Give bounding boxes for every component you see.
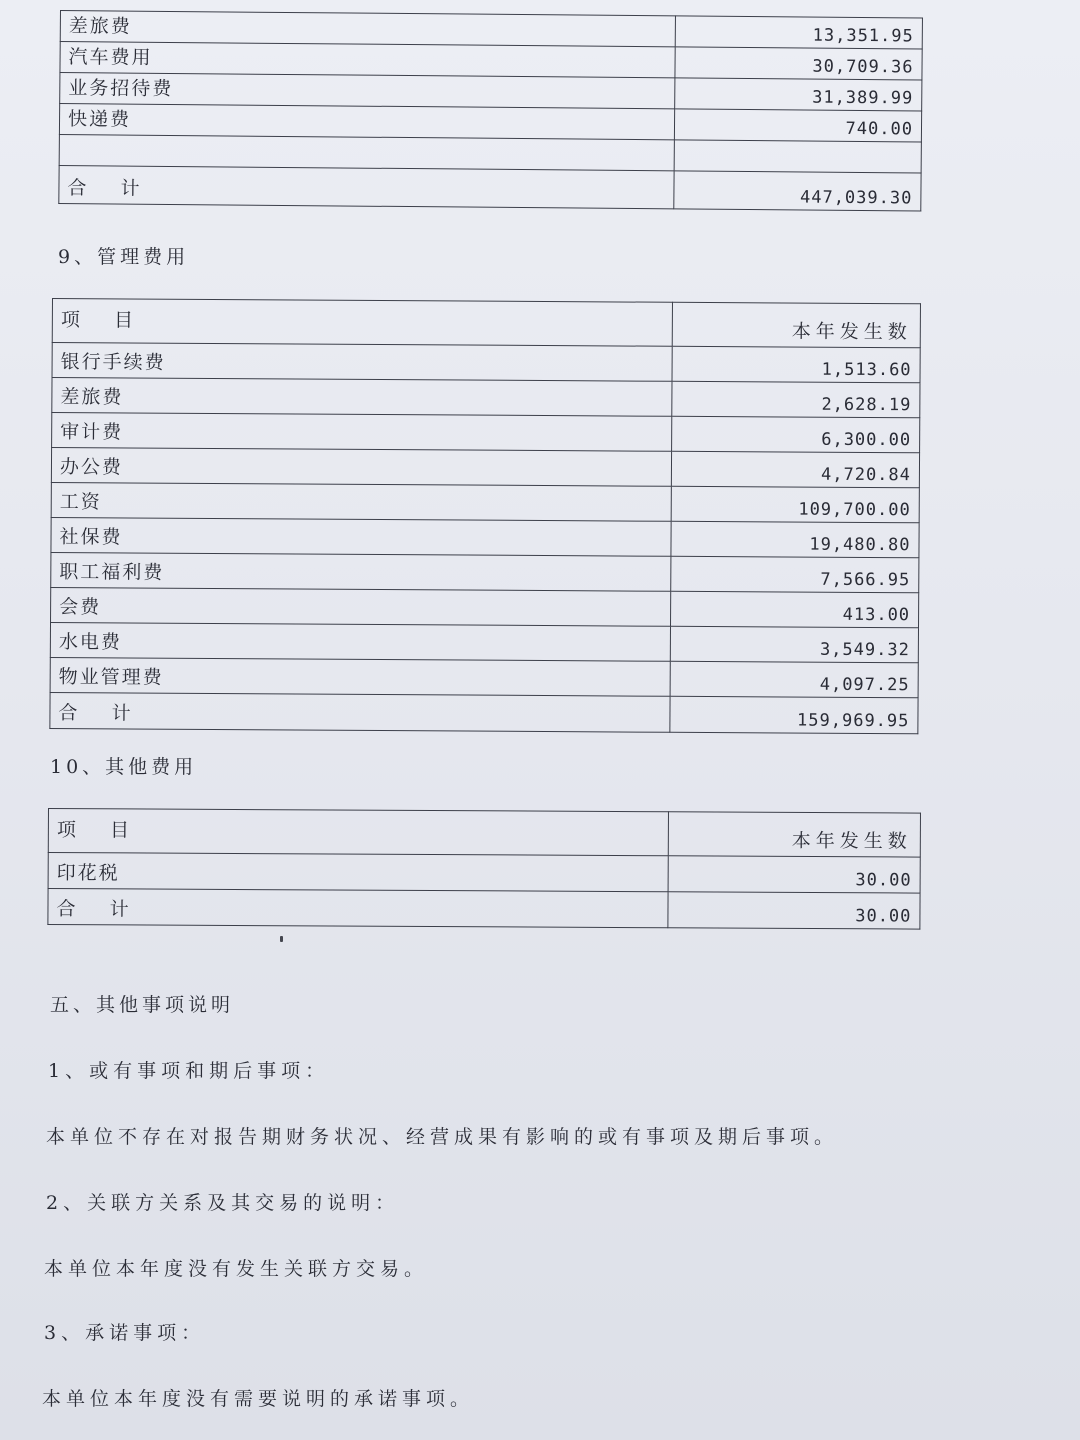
- item-cell: 业务招待费: [60, 73, 675, 109]
- item-cell: 审计费: [52, 413, 672, 452]
- item-cell: 职工福利费: [51, 552, 671, 591]
- table-row: [51, 587, 919, 627]
- selling-expenses-table: [58, 10, 923, 212]
- table-row: [52, 343, 920, 383]
- item-cell: 水电费: [50, 622, 670, 661]
- total-label: 合 计: [50, 692, 670, 732]
- management-expenses-table: [49, 298, 921, 734]
- amount-cell: 4,720.84: [671, 451, 919, 488]
- amount-cell: 2,628.19: [672, 381, 920, 418]
- amount-cell: 109,700.00: [671, 486, 919, 523]
- related-party-title: 2、关联方关系及其交易的说明：: [46, 1192, 400, 1214]
- commitments-text: 本单位本年度没有需要说明的承诺事项。: [42, 1388, 475, 1410]
- contingencies-title: 1、或有事项和期后事项：: [48, 1060, 330, 1082]
- total-row: [59, 165, 921, 211]
- other-matters-heading: 五、其他事项说明: [50, 994, 235, 1016]
- amount-cell: 740.00: [674, 109, 921, 142]
- item-cell: 会费: [51, 587, 671, 626]
- contingencies-text: 本单位不存在对报告期财务状况、经营成果有影响的或有事项及期后事项。: [46, 1126, 839, 1148]
- item-cell: 银行手续费: [52, 343, 672, 382]
- table-row: [51, 482, 919, 522]
- item-cell: 社保费: [51, 517, 671, 556]
- table-row: [52, 413, 920, 453]
- amount-cell: [674, 140, 921, 173]
- amount-cell: 1,513.60: [672, 346, 920, 383]
- table-row: [51, 517, 919, 557]
- item-cell: 物业管理费: [50, 657, 670, 696]
- management-expenses-heading: 9、管理费用: [58, 246, 190, 268]
- amount-cell: 30,709.36: [675, 47, 922, 80]
- table-row: [51, 552, 919, 592]
- item-cell: 汽车费用: [60, 42, 675, 78]
- header-amount: 本年发生数: [668, 812, 920, 857]
- item-cell: 工资: [51, 482, 671, 521]
- table-row: [50, 657, 918, 697]
- total-amount: 159,969.95: [670, 696, 918, 734]
- total-row: [50, 692, 918, 733]
- table-row: [52, 378, 920, 418]
- commitments-title: 3、承诺事项：: [44, 1322, 206, 1344]
- amount-cell: 13,351.95: [675, 16, 922, 49]
- related-party-text: 本单位本年度没有发生关联方交易。: [44, 1258, 429, 1280]
- amount-cell: 3,549.32: [670, 626, 918, 663]
- table-row: [48, 853, 920, 894]
- table-row: [50, 622, 918, 662]
- total-row: [48, 889, 920, 930]
- amount-cell: 31,389.99: [675, 78, 922, 111]
- amount-cell: 413.00: [671, 591, 919, 628]
- amount-cell: 19,480.80: [671, 521, 919, 558]
- other-expenses-table: [47, 808, 921, 930]
- item-cell: 差旅费: [52, 378, 672, 417]
- amount-cell: 30.00: [668, 856, 920, 893]
- header-amount: 本年发生数: [672, 302, 920, 348]
- other-expenses-heading: 10、其他费用: [50, 756, 198, 778]
- total-label: 合 计: [48, 889, 668, 928]
- table-header-row: [48, 809, 920, 858]
- total-amount: 30.00: [668, 892, 920, 929]
- table-header-row: [52, 299, 920, 348]
- table-row: [51, 448, 919, 488]
- item-cell: 差旅费: [60, 11, 675, 47]
- amount-cell: 7,566.95: [671, 556, 919, 593]
- item-cell: 印花税: [48, 853, 668, 892]
- header-item: 项 目: [48, 809, 668, 856]
- total-amount: 447,039.30: [674, 171, 921, 211]
- item-cell: 快递费: [59, 104, 674, 140]
- total-label: 合 计: [59, 165, 674, 208]
- paper-speck: [280, 936, 283, 942]
- item-cell: 办公费: [51, 448, 671, 487]
- amount-cell: 6,300.00: [672, 416, 920, 453]
- header-item: 项 目: [52, 299, 672, 347]
- amount-cell: 4,097.25: [670, 661, 918, 698]
